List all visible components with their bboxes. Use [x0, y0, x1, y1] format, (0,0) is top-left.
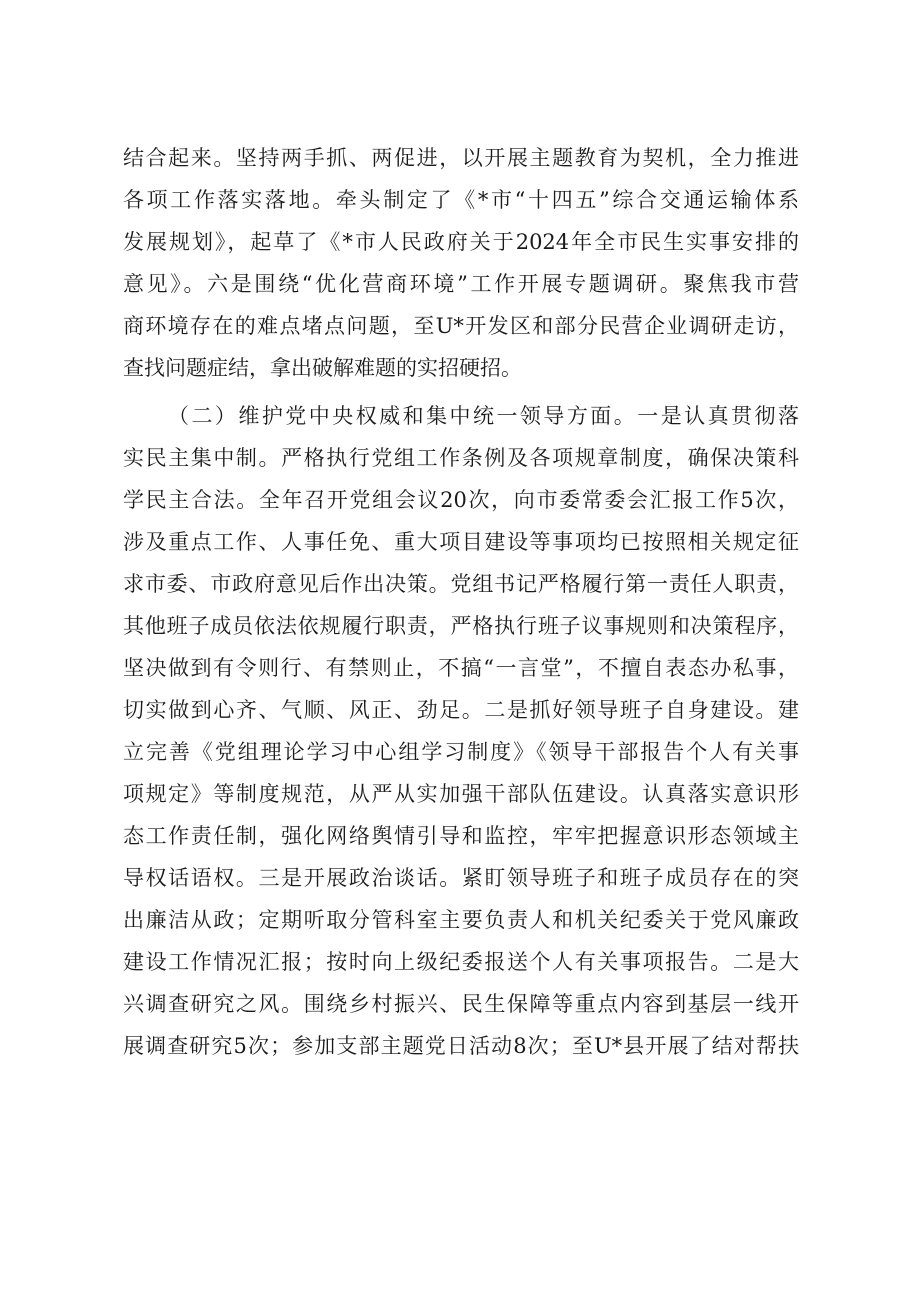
text-line: 坚决做到有令则行、有禁则止，不搞“一言堂”，不擅自表态办私事， [123, 656, 799, 680]
paragraph-heading-line: （二）维护党中央权威和集中统一领导方面。一是认真贯彻落 [168, 404, 799, 428]
text-line: 导权话语权。三是开展政治谈话。紧盯领导班子和班子成员存在的突 [123, 866, 799, 890]
text-line: 各项工作落实落地。牵头制定了《*市“十四五”综合交通运输体系 [123, 188, 799, 212]
text-line: 发展规划》，起草了《*市人民政府关于2024年全市民生实事安排的 [123, 230, 799, 254]
text-line: 商环境存在的难点堵点问题，至U*开发区和部分民营企业调研走访， [123, 314, 799, 338]
text-line: 切实做到心齐、气顺、风正、劲足。二是抓好领导班子自身建设。建 [123, 698, 799, 722]
text-line: 项规定》等制度规范，从严从实加强干部队伍建设。认真落实意识形 [123, 782, 799, 806]
text-line: 立完善《党组理论学习中心组学习制度》《领导干部报告个人有关事 [123, 740, 799, 764]
text-line: 学民主合法。全年召开党组会议20次，向市委常委会汇报工作5次， [123, 488, 799, 512]
text-line: 兴调查研究之风。围绕乡村振兴、民生保障等重点内容到基层一线开 [123, 992, 799, 1016]
text-line: 态工作责任制，强化网络舆情引导和监控，牢牢把握意识形态领域主 [123, 824, 799, 848]
text-line: 实民主集中制。严格执行党组工作条例及各项规章制度，确保决策科 [123, 446, 799, 470]
text-line: 求市委、市政府意见后作出决策。党组书记严格履行第一责任人职责， [123, 572, 799, 596]
text-line: 建设工作情况汇报；按时向上级纪委报送个人有关事项报告。二是大 [123, 950, 799, 974]
text-line: 意见》。六是围绕“优化营商环境”工作开展专题调研。聚焦我市营 [123, 272, 799, 296]
text-line: 其他班子成员依法依规履行职责，严格执行班子议事规则和决策程序， [123, 614, 799, 638]
text-line: 查找问题症结，拿出破解难题的实招硬招。 [123, 356, 522, 380]
text-line: 涉及重点工作、人事任免、重大项目建设等事项均已按照相关规定征 [123, 530, 799, 554]
text-line: 出廉洁从政；定期听取分管科室主要负责人和机关纪委关于党风廉政 [123, 908, 799, 932]
text-line: 结合起来。坚持两手抓、两促进，以开展主题教育为契机，全力推进 [123, 146, 799, 170]
text-line: 展调查研究5次；参加支部主题党日活动8次；至U*县开展了结对帮扶 [123, 1034, 799, 1058]
